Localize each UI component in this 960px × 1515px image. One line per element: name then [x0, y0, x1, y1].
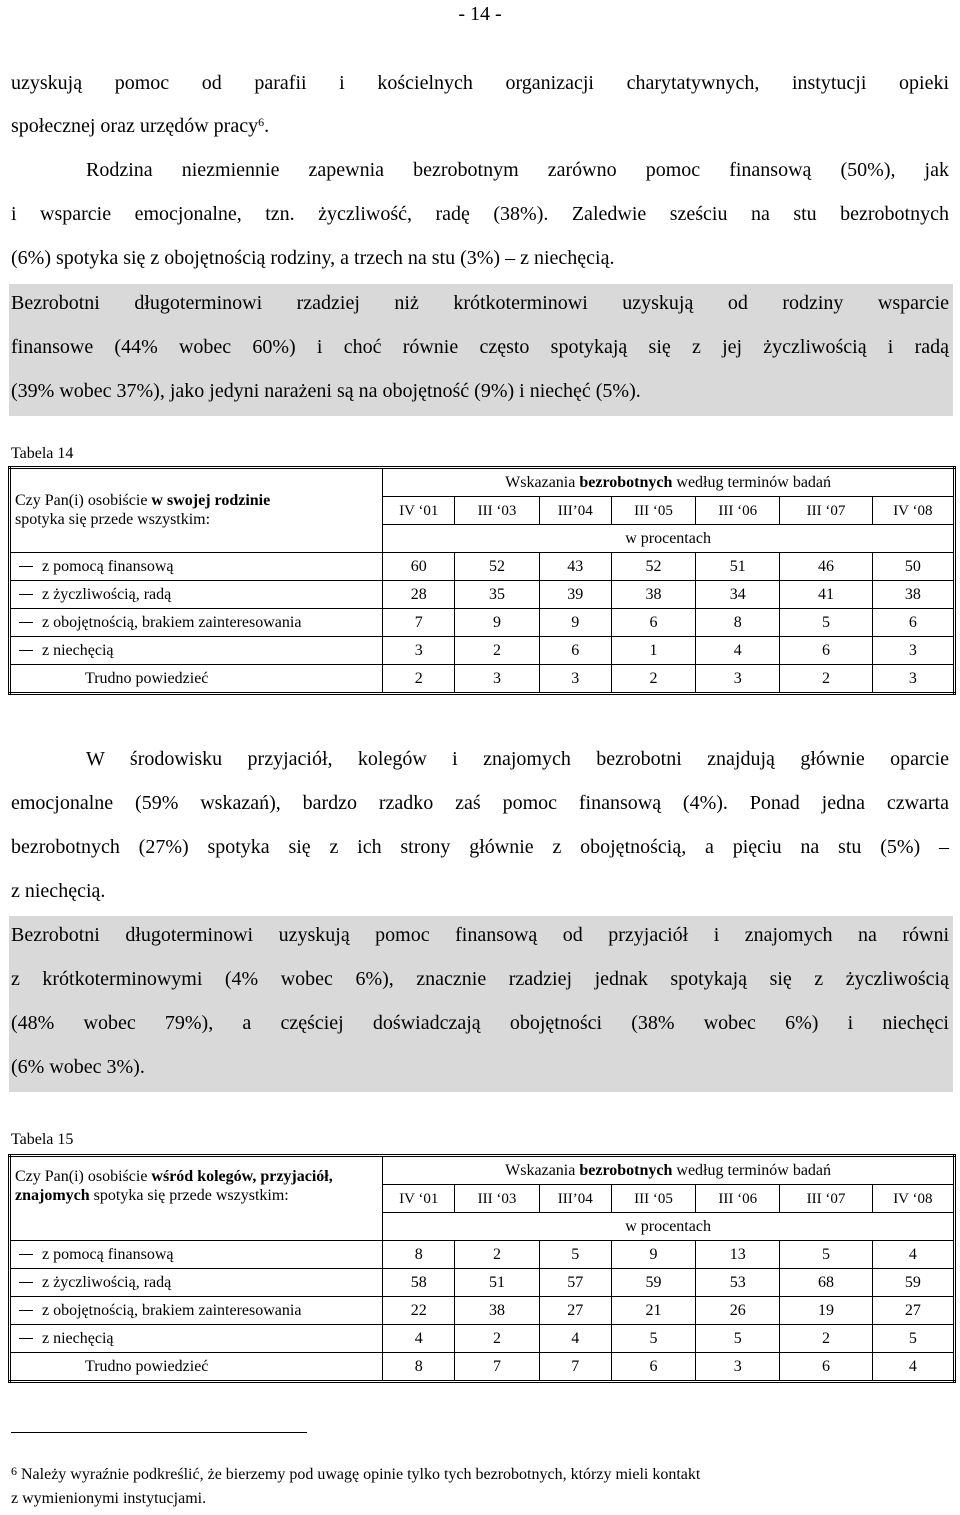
- paragraph-line: finansowe (44% wobec 60%) i choć równie często spotykają się z jej życzliwością i radą: [11, 336, 949, 358]
- footnote-number: 6: [11, 1464, 17, 1478]
- value-cell: 27: [872, 1297, 954, 1325]
- row-label: Trudno powiedzieć: [10, 665, 383, 694]
- value-cell: 35: [455, 581, 539, 609]
- value-cell: 2: [780, 665, 872, 694]
- paragraph-line: (6%) spotyka się z obojętnością rodziny, a trzech na stu (3%) – z niechęcią.: [11, 247, 615, 269]
- value-cell: 58: [383, 1269, 455, 1297]
- unit-cell: w procentach: [383, 525, 955, 553]
- value-cell: 2: [780, 1325, 872, 1353]
- row-label: [10, 581, 383, 609]
- value-cell: 9: [611, 1241, 695, 1269]
- value-cell: 59: [872, 1269, 954, 1297]
- value-cell: 3: [872, 637, 954, 665]
- value-cell: 51: [455, 1269, 539, 1297]
- value-cell: 41: [780, 581, 872, 609]
- value-cell: 8: [383, 1353, 455, 1382]
- value-cell: 3: [383, 637, 455, 665]
- value-cell: 46: [780, 553, 872, 581]
- value-cell: 5: [872, 1325, 954, 1353]
- value-cell: 4: [696, 637, 780, 665]
- text: społecznej oraz urzędów pracy: [11, 115, 259, 137]
- value-cell: 43: [539, 553, 611, 581]
- table-family: [8, 466, 956, 695]
- value-cell: 52: [455, 553, 539, 581]
- paragraph-line: Rodzina niezmiennie zapewnia bezrobotnym zarówno pomoc finansową (50%), jak: [86, 159, 949, 181]
- dash-bullet: [19, 1338, 33, 1339]
- period-header: III’04: [539, 497, 611, 525]
- value-cell: 9: [539, 609, 611, 637]
- paragraph-line: z niechęcią.: [11, 880, 106, 902]
- value-cell: 38: [455, 1297, 539, 1325]
- value-cell: 1: [611, 637, 695, 665]
- paragraph-line: Bezrobotni długoterminowi uzyskują pomoc finansową od przyjaciół i znajomych na równi: [11, 924, 949, 946]
- paragraph-line: W środowisku przyjaciół, kolegów i znajomych bezrobotni znajdują głównie oparcie: [86, 748, 949, 770]
- period-header: IV ‘08: [872, 1185, 954, 1213]
- value-cell: 8: [383, 1241, 455, 1269]
- value-cell: 3: [696, 665, 780, 694]
- value-cell: 38: [872, 581, 954, 609]
- table-caption: Tabela 15: [11, 1131, 74, 1148]
- row-label: [10, 1325, 383, 1353]
- row-label: [10, 1241, 383, 1269]
- period-header: III ‘05: [611, 497, 695, 525]
- row-label-text: z życzliwością, radą: [42, 585, 172, 603]
- value-cell: 2: [611, 665, 695, 694]
- row-label: [10, 1269, 383, 1297]
- row-label-text: z niechęcią: [42, 1329, 114, 1347]
- value-cell: 22: [383, 1297, 455, 1325]
- paragraph-line: bezrobotnych (27%) spotyka się z ich strony głównie z obojętnością, a pięciu na stu (5%) –: [11, 836, 949, 858]
- value-cell: 34: [696, 581, 780, 609]
- period-header: III ‘03: [455, 497, 539, 525]
- value-cell: 6: [780, 637, 872, 665]
- question-cell: Czy Pan(i) osobiście wśród kolegów, przyjaciół, znajomych spotyka się przede wszystkim:: [10, 1156, 383, 1241]
- value-cell: 39: [539, 581, 611, 609]
- value-cell: 4: [872, 1241, 954, 1269]
- value-cell: 2: [455, 1325, 539, 1353]
- paragraph-line: Bezrobotni długoterminowi rzadziej niż krótkoterminowi uzyskują od rodziny wsparcie: [11, 292, 949, 314]
- value-cell: 27: [539, 1297, 611, 1325]
- dash-bullet: [19, 566, 33, 567]
- value-cell: 2: [383, 665, 455, 694]
- value-cell: 57: [539, 1269, 611, 1297]
- value-cell: 5: [780, 1241, 872, 1269]
- unit-cell: w procentach: [383, 1213, 955, 1241]
- period-header: III ‘07: [780, 1185, 872, 1213]
- paragraph-line: uzyskują pomoc od parafii i kościelnych organizacji charytatywnych, instytucji opieki: [11, 72, 949, 94]
- period-header: III ‘03: [455, 1185, 539, 1213]
- table-friends: [8, 1154, 956, 1383]
- footnote-separator: [11, 1432, 307, 1433]
- period-header: IV ‘01: [383, 1185, 455, 1213]
- dash-bullet: [19, 1282, 33, 1283]
- value-cell: 28: [383, 581, 455, 609]
- table-row: [10, 553, 955, 581]
- table-row: [10, 581, 955, 609]
- period-header: III ‘06: [696, 497, 780, 525]
- paragraph-line: (39% wobec 37%), jako jedyni narażeni są na obojętność (9%) i niechęć (5%).: [11, 380, 641, 402]
- value-cell: 2: [455, 1241, 539, 1269]
- value-cell: 3: [455, 665, 539, 694]
- header-cell: Wskazania bezrobotnych według terminów badań: [383, 468, 955, 497]
- row-label-text: z obojętnością, brakiem zainteresowania: [42, 1301, 302, 1319]
- table-row: [10, 609, 955, 637]
- period-header: III’04: [539, 1185, 611, 1213]
- value-cell: 8: [696, 609, 780, 637]
- row-label: [10, 637, 383, 665]
- value-cell: 13: [696, 1241, 780, 1269]
- row-label: [10, 1297, 383, 1325]
- value-cell: 4: [872, 1353, 954, 1382]
- value-cell: 38: [611, 581, 695, 609]
- paragraph-line: (6% wobec 3%).: [11, 1056, 145, 1078]
- paragraph-line: (48% wobec 79%), a częściej doświadczają obojętności (38% wobec 6%) i niechęci: [11, 1012, 949, 1034]
- period-header: IV ‘01: [383, 497, 455, 525]
- value-cell: 6: [872, 609, 954, 637]
- value-cell: 7: [383, 609, 455, 637]
- dash-bullet: [19, 1310, 33, 1311]
- row-label-text: z życzliwością, radą: [42, 1273, 172, 1291]
- row-label-text: z pomocą finansową: [42, 557, 174, 575]
- value-cell: 9: [455, 609, 539, 637]
- value-cell: 6: [611, 609, 695, 637]
- value-cell: 6: [539, 637, 611, 665]
- question-cell: Czy Pan(i) osobiście w swojej rodzinie spotyka się przede wszystkim:: [10, 468, 383, 553]
- dash-bullet: [19, 622, 33, 623]
- footnote-ref: 6: [258, 115, 265, 129]
- value-cell: 21: [611, 1297, 695, 1325]
- table-row: [10, 1241, 955, 1269]
- text: .: [264, 115, 270, 137]
- value-cell: 5: [696, 1325, 780, 1353]
- row-label: [10, 609, 383, 637]
- value-cell: 3: [696, 1353, 780, 1382]
- row-label: Trudno powiedzieć: [10, 1353, 383, 1382]
- period-header: III ‘07: [780, 497, 872, 525]
- value-cell: 4: [383, 1325, 455, 1353]
- table-row: [10, 637, 955, 665]
- row-label-text: z pomocą finansową: [42, 1245, 174, 1263]
- value-cell: 7: [455, 1353, 539, 1382]
- footnote: [11, 1464, 951, 1486]
- footnote-text: Należy wyraźnie podkreślić, że bierzemy pod uwagę opinie tylko tych bezrobotnych, którzy mieli kontakt: [17, 1466, 701, 1483]
- page-number: - 14 -: [458, 3, 502, 25]
- value-cell: 53: [696, 1269, 780, 1297]
- paragraph-line: [11, 114, 949, 138]
- value-cell: 5: [539, 1241, 611, 1269]
- table-caption: Tabela 14: [11, 445, 74, 462]
- value-cell: 4: [539, 1325, 611, 1353]
- table-row: [10, 1269, 955, 1297]
- value-cell: 5: [611, 1325, 695, 1353]
- value-cell: 3: [539, 665, 611, 694]
- value-cell: 51: [696, 553, 780, 581]
- value-cell: 6: [611, 1353, 695, 1382]
- period-header: III ‘05: [611, 1185, 695, 1213]
- value-cell: 5: [780, 609, 872, 637]
- value-cell: 7: [539, 1353, 611, 1382]
- dash-bullet: [19, 1254, 33, 1255]
- paragraph-line: z krótkoterminowymi (4% wobec 6%), znacznie rzadziej jednak spotykają się z życzliwością: [11, 968, 949, 990]
- table-row: [10, 1325, 955, 1353]
- value-cell: 19: [780, 1297, 872, 1325]
- row-label-text: z obojętnością, brakiem zainteresowania: [42, 613, 302, 631]
- value-cell: 52: [611, 553, 695, 581]
- row-label: [10, 553, 383, 581]
- value-cell: 68: [780, 1269, 872, 1297]
- paragraph-line: emocjonalne (59% wskazań), bardzo rzadko zaś pomoc finansową (4%). Ponad jedna czwarta: [11, 792, 949, 814]
- period-header: IV ‘08: [872, 497, 954, 525]
- dash-bullet: [19, 650, 33, 651]
- table-row: [10, 1353, 955, 1382]
- value-cell: 2: [455, 637, 539, 665]
- value-cell: 6: [780, 1353, 872, 1382]
- value-cell: 59: [611, 1269, 695, 1297]
- value-cell: 60: [383, 553, 455, 581]
- table-row: [10, 1297, 955, 1325]
- value-cell: 50: [872, 553, 954, 581]
- value-cell: 3: [872, 665, 954, 694]
- dash-bullet: [19, 594, 33, 595]
- row-label-text: z niechęcią: [42, 641, 114, 659]
- table-row: [10, 665, 955, 694]
- footnote: z wymienionymi instytucjami.: [11, 1490, 207, 1507]
- period-header: III ‘06: [696, 1185, 780, 1213]
- value-cell: 26: [696, 1297, 780, 1325]
- header-cell: Wskazania bezrobotnych według terminów badań: [383, 1156, 955, 1185]
- paragraph-line: i wsparcie emocjonalne, tzn. życzliwość, radę (38%). Zaledwie sześciu na stu bezrobotnych: [11, 203, 949, 225]
